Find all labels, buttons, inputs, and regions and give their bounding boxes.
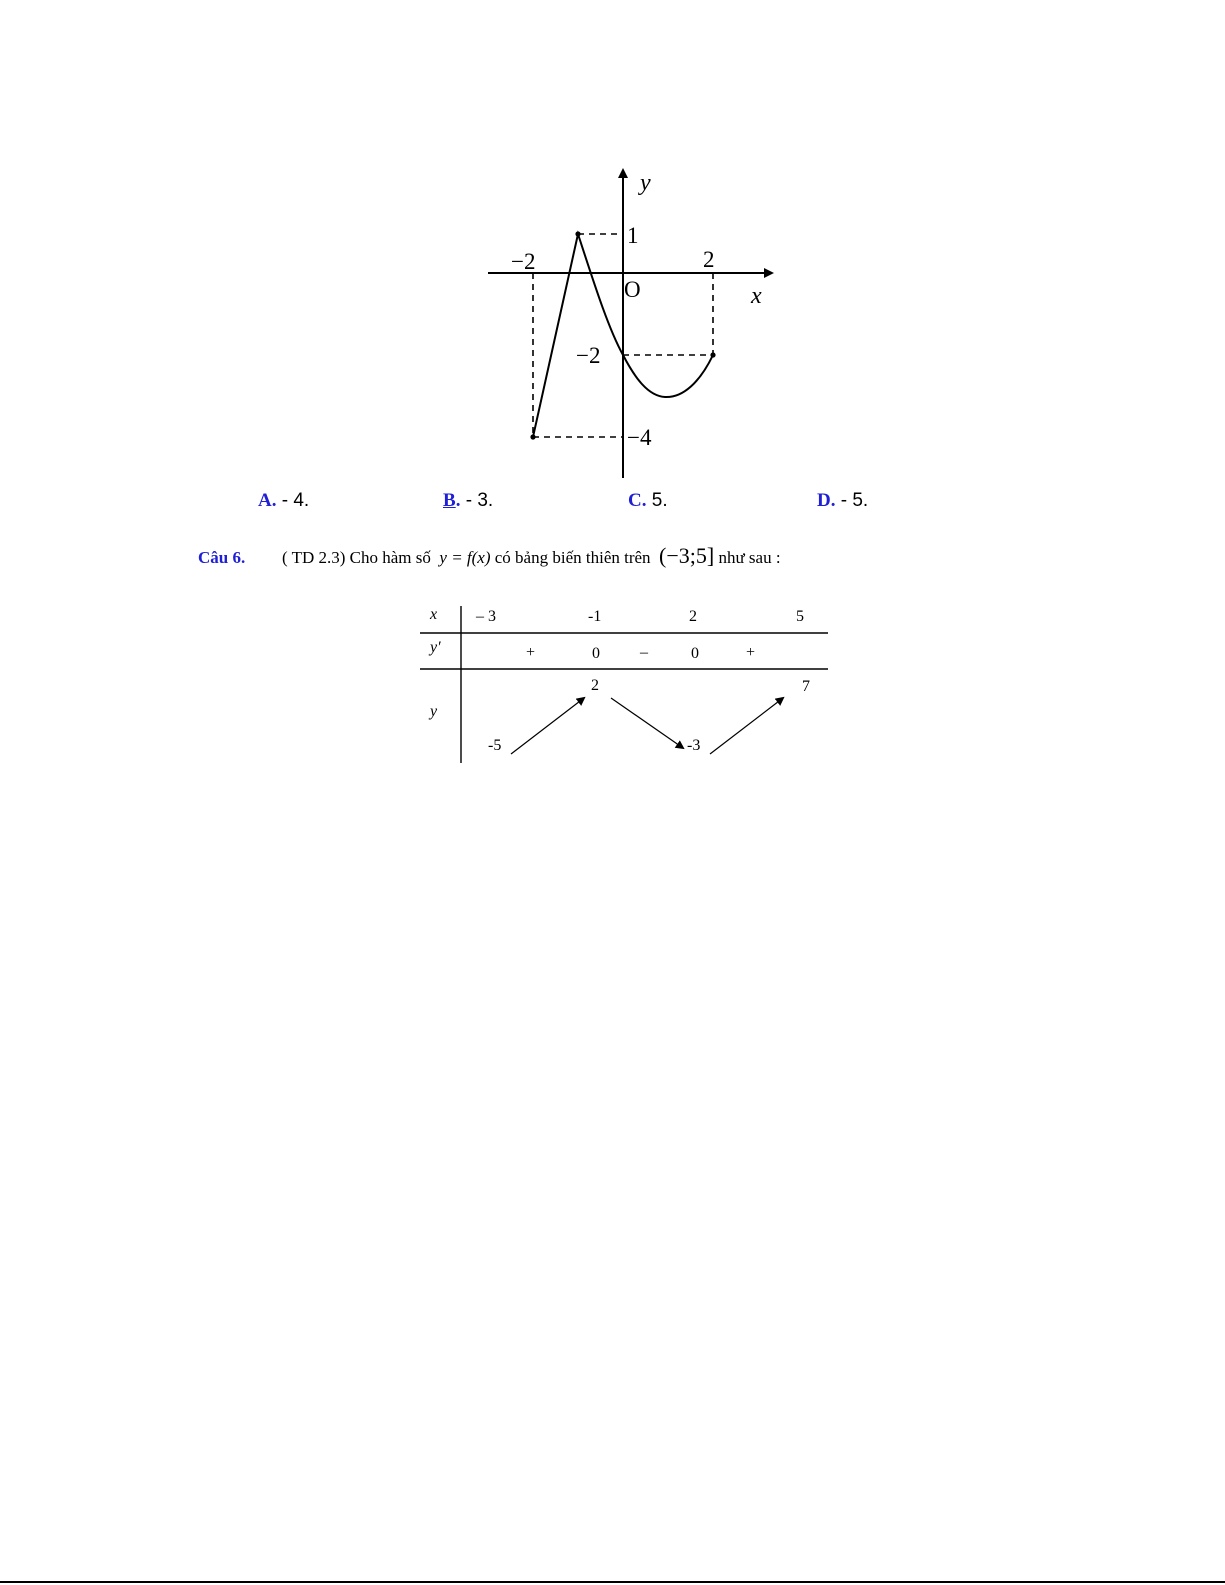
tick-x-m2: −2 (511, 249, 536, 274)
sign: 0 (592, 645, 600, 662)
point-end (710, 352, 715, 357)
row-yprime-header: y′ (430, 639, 441, 656)
origin-label: O (624, 277, 641, 302)
question-number: Câu 6. (198, 548, 246, 567)
option-a[interactable]: A. - 4. (258, 490, 310, 511)
arrow-increase-1 (511, 698, 584, 754)
question-suffix: như sau : (718, 548, 781, 567)
option-d-value: - 5. (835, 490, 869, 511)
tick-y-m4: −4 (627, 425, 652, 450)
x-axis-label: x (751, 283, 762, 309)
y-value: 2 (591, 677, 599, 694)
x-value: 5 (796, 608, 804, 625)
option-b-label: B (443, 490, 456, 511)
sign: + (526, 644, 536, 661)
point-peak (575, 231, 580, 236)
row-y-header: y (430, 703, 438, 720)
x-value: -1 (588, 608, 602, 625)
function-graph (480, 160, 790, 490)
question-prefix: ( TD 2.3) Cho hàm số (282, 548, 431, 567)
arrow-increase-2 (710, 698, 783, 754)
question-function: y = f(x) (439, 548, 491, 567)
y-value: -5 (488, 737, 502, 754)
page-bottom-border (0, 1581, 1225, 1583)
x-value: – 3 (476, 608, 496, 625)
question-6 (198, 543, 781, 569)
option-b[interactable]: B. - 3. (443, 490, 494, 511)
question-middle: có bảng biến thiên trên (494, 548, 651, 567)
option-b-value: - 3. (460, 490, 494, 511)
tick-y-m2: −2 (576, 343, 601, 368)
sign: – (640, 644, 648, 661)
point-start (530, 434, 535, 439)
variation-table (410, 598, 840, 768)
option-c-label: C (628, 490, 642, 511)
sign: + (746, 644, 756, 661)
option-d-label: D (817, 490, 831, 511)
option-a-label: A (258, 490, 272, 511)
tick-x-2: 2 (703, 247, 715, 272)
option-a-value: - 4. (276, 490, 310, 511)
row-x-header: x (430, 606, 438, 623)
tick-y-1: 1 (627, 223, 639, 248)
option-c[interactable]: C. 5. (628, 490, 668, 511)
question-interval: (−3;5] (659, 543, 715, 568)
x-value: 2 (689, 608, 697, 625)
y-axis-label: y (640, 170, 651, 196)
y-value: 7 (802, 678, 810, 695)
sign: 0 (691, 645, 699, 662)
y-value: -3 (687, 737, 701, 754)
option-c-value: 5. (646, 490, 668, 511)
arrow-decrease (611, 698, 683, 748)
option-d[interactable]: D. - 5. (817, 490, 869, 511)
